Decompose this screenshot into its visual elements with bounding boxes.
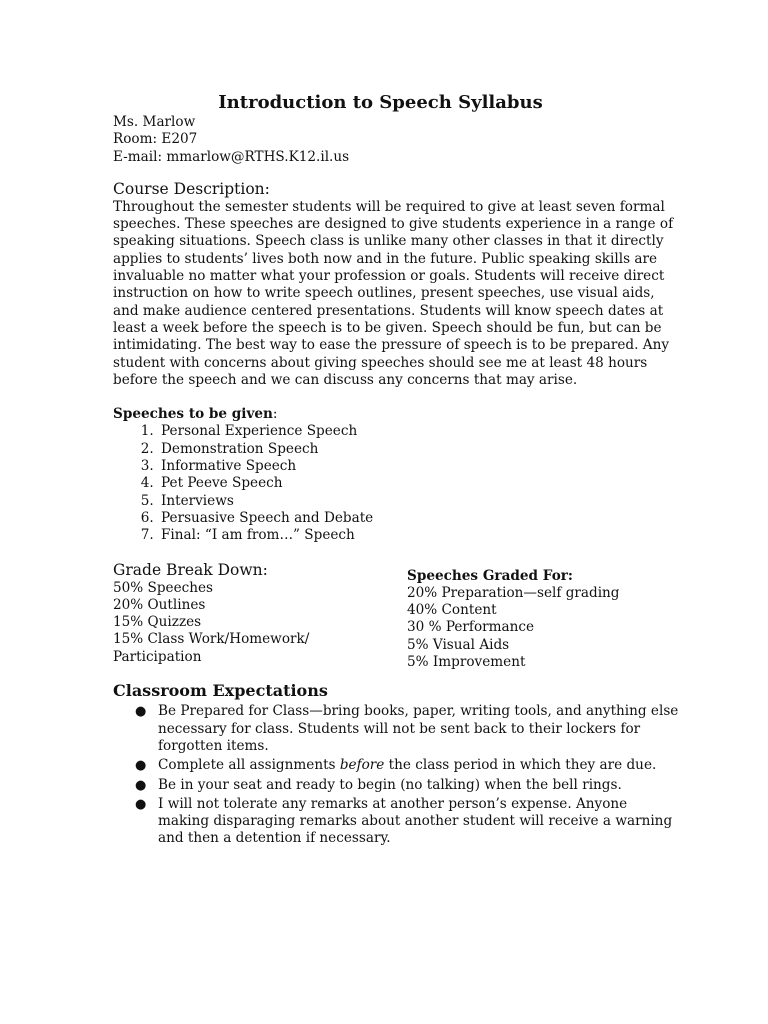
course-description-line: least a week before the speech is to be given. Speech should be fun, but can be (113, 319, 662, 336)
expectations-heading: Classroom Expectations (113, 681, 328, 701)
course-description-text (113, 198, 674, 389)
speech-item: 3. Informative Speech (158, 458, 678, 475)
course-description-line: instruction on how to write speech outlines, present speeches, use visual aids, (113, 285, 655, 302)
expectation-line: forgotten items. (158, 737, 269, 754)
speech-grading-heading: Speeches Graded For: (407, 567, 573, 584)
expectation-line: and then a detention if necessary. (158, 830, 391, 847)
course-description-line: speeches. These speeches are designed to give students experience in a range of (113, 216, 674, 233)
grading-criterion: 5% Visual Aids (407, 636, 510, 653)
grade-weight-item: 15% Class Work/Homework/ (113, 631, 310, 648)
speech-item: 4. Pet Peeve Speech (158, 475, 678, 492)
speech-item: 7. Final: “I am from…” Speech (158, 527, 678, 544)
expectation-line: necessary for class. Students will not be sent back to their lockers for (158, 720, 641, 737)
grade-weight-item: 50% Speeches (113, 579, 214, 596)
document-title: Introduction to Speech Syllabus (218, 92, 543, 113)
course-description-line: student with concerns about giving speeches should see me at least 48 hours (113, 354, 648, 371)
speeches-heading: Speeches to be given: (113, 406, 278, 423)
expectation-item (135, 703, 679, 755)
grading-criterion: 30 % Performance (407, 619, 535, 636)
expectation-line: making disparaging remarks about another student will receive a warning (158, 813, 673, 830)
grade-weight-item: 15% Quizzes (113, 614, 202, 631)
speech-item: 5. Interviews (158, 493, 678, 510)
expectation-item (135, 757, 658, 774)
grade-weight-item: 20% Outlines (113, 596, 206, 613)
speech-item: 2. Demonstration Speech (158, 441, 678, 458)
expectations-list (113, 703, 678, 847)
teacher-email: E-mail: mmarlow@RTHS.K12.il.us (113, 148, 350, 165)
bullet-icon: ● (135, 758, 147, 774)
course-description-heading: Course Description: (113, 179, 270, 198)
bullet-icon: ● (135, 777, 147, 793)
bullet-icon: ● (135, 796, 147, 812)
speech-item: 1. Personal Experience Speech (158, 423, 678, 440)
course-description-line: Throughout the semester students will be required to give at least seven formal (113, 198, 665, 215)
bullet-icon: ● (135, 704, 147, 720)
teacher-info (113, 114, 678, 166)
grade-weights (113, 580, 407, 672)
grading-criterion: 5% Improvement (407, 654, 526, 671)
speech-grading-criteria (407, 566, 667, 672)
grade-breakdown-heading: Grade Break Down: (113, 560, 268, 579)
expectation-item (135, 795, 673, 848)
grade-breakdown-heading-text: Grade Break Down (113, 560, 263, 579)
speech-item: 6. Persuasive Speech and Debate (158, 510, 678, 527)
course-description-heading-text: Course Description (113, 179, 265, 198)
course-description-line: and make audience centered presentations. Students will know speech dates at (113, 302, 664, 319)
expectation-item (135, 776, 658, 794)
teacher-room: Room: E207 (113, 131, 198, 148)
expectation-text: Be in your seat and ready to begin (no talking) when the bell rings. (158, 776, 622, 793)
course-description-line: applies to students’ lives both now and in the future. Public speaking skills are (113, 250, 658, 267)
expectation-line: I will not tolerate any remarks at another person’s expense. Anyone (158, 795, 628, 812)
course-description-line: invaluable no matter what your profession or goals. Students will receive direct (113, 268, 665, 285)
speeches-heading-text: Speeches to be given (113, 406, 273, 423)
course-description-line: intimidating. The best way to ease the pressure of speech is to be prepared. Any (113, 337, 670, 354)
speeches-list (113, 423, 678, 544)
expectation-emphasis: before (339, 757, 385, 774)
grade-weight-item: Participation (113, 648, 202, 665)
expectation-line: Be Prepared for Class—bring books, paper, writing tools, and anything else (158, 703, 679, 720)
grading-criterion: 40% Content (407, 602, 497, 619)
course-description-line: speaking situations. Speech class is unlike many other classes in that it directly (113, 233, 664, 250)
grading-criterion: 20% Preparation—self grading (407, 584, 620, 601)
expectation-text: the class period in which they are due. (384, 757, 657, 774)
teacher-name: Ms. Marlow (113, 114, 196, 130)
course-description-line: before the speech and we can discuss any concerns that may arise. (113, 371, 578, 388)
expectation-text: Complete all assignments (158, 757, 340, 774)
